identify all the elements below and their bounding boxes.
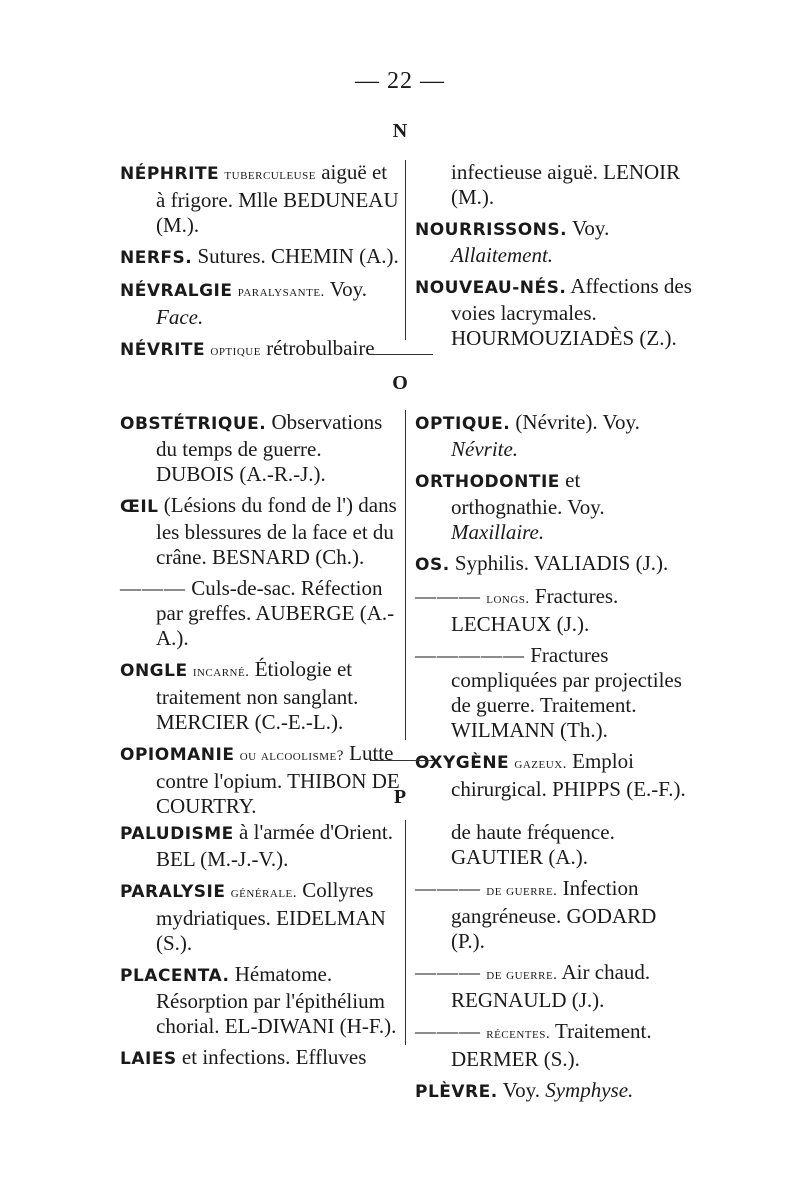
entry-crossref: Maxillaire. xyxy=(451,520,545,544)
entry-heading: ONGLE xyxy=(120,661,188,681)
entry-heading: PLÈVRE. xyxy=(415,1082,498,1102)
index-entry xyxy=(415,160,695,210)
entry-text: Collyres mydriatiques. EIDELMAN (S.). xyxy=(156,878,386,955)
entry-text: Voy. xyxy=(571,216,610,240)
section-p-right-column xyxy=(415,820,695,1102)
entry-subheading: générale. xyxy=(230,885,298,901)
index-entry xyxy=(415,876,695,954)
entry-dash: ——— xyxy=(415,584,481,608)
section-separator-rule xyxy=(370,354,433,355)
page-number: — 22 — xyxy=(355,68,445,94)
entry-heading: PALUDISME xyxy=(120,824,234,844)
index-entry xyxy=(415,1078,695,1105)
entry-text: Étiologie et traitement non sanglant. MERCIER (C.-E.-L.). xyxy=(156,657,359,734)
entry-subheading: tuberculeuse xyxy=(224,167,316,183)
entry-text: Traitement. DERMER (S.). xyxy=(451,1019,652,1071)
entry-text: à l'armée d'Orient. BEL (M.-J.-V.). xyxy=(156,820,393,871)
column-divider xyxy=(405,820,406,1045)
entry-crossref: Face. xyxy=(156,305,204,329)
index-entry xyxy=(120,576,400,651)
entry-text: Voy. xyxy=(502,1078,540,1102)
index-entry xyxy=(120,493,400,570)
entry-heading: OPTIQUE. xyxy=(415,414,511,434)
entry-heading: OS. xyxy=(415,555,450,575)
section-p xyxy=(120,820,700,1102)
entry-text: et orthognathie. Voy. xyxy=(451,468,605,519)
index-entry xyxy=(120,160,400,238)
entry-crossref: Allaitement. xyxy=(451,243,554,267)
entry-crossref: Symphyse. xyxy=(545,1078,634,1102)
index-entry xyxy=(415,960,695,1013)
entry-text: Emploi chirurgical. PHIPPS (E.-F.). xyxy=(451,749,686,801)
index-entry xyxy=(120,336,400,364)
column-divider xyxy=(405,410,406,740)
entry-heading: LAIES xyxy=(120,1049,177,1069)
section-letter-p: P xyxy=(393,786,407,808)
entry-text: et infections. Effluves xyxy=(181,1045,367,1069)
index-entry xyxy=(120,657,400,735)
entry-heading: OXYGÈNE xyxy=(415,753,510,773)
section-o xyxy=(120,410,700,818)
entry-subheading: ou alcoolisme? xyxy=(239,748,344,764)
entry-text: (Névrite). Voy. xyxy=(515,410,640,434)
entry-heading: OPIOMANIE xyxy=(120,745,235,765)
index-entry xyxy=(120,878,400,956)
entry-dash: ——— xyxy=(415,876,481,900)
index-entry xyxy=(415,274,695,351)
entry-heading: ŒIL xyxy=(120,497,159,517)
index-entry xyxy=(120,244,400,271)
entry-text: Culs-de-sac. Réfection par greffes. AUBERGE (A.-A.). xyxy=(156,576,395,650)
index-entry xyxy=(415,216,695,268)
index-entry xyxy=(415,410,695,462)
index-entry xyxy=(120,277,400,330)
entry-heading: NERFS. xyxy=(120,248,193,268)
entry-heading: PLACENTA. xyxy=(120,966,230,986)
entry-heading: ORTHODONTIE xyxy=(415,472,560,492)
entry-dash: ——— xyxy=(120,576,186,600)
entry-text: Syphilis. VALIADIS (J.). xyxy=(454,551,669,575)
index-entry xyxy=(120,410,400,487)
section-p-left-column xyxy=(120,820,400,1069)
section-n-left-column xyxy=(120,160,400,360)
entry-text: aiguë et à frigore. Mlle BEDUNEAU (M.). xyxy=(156,160,399,237)
entry-text: Observations du temps de guerre. DUBOIS (A.-R.-J.). xyxy=(156,410,383,486)
section-o-left-column xyxy=(120,410,400,818)
entry-text: Air chaud. REGNAULD (J.). xyxy=(451,960,651,1012)
entry-heading: NOUVEAU-NÉS. xyxy=(415,278,567,298)
section-o-right-column xyxy=(415,410,695,801)
section-letter-n: N xyxy=(392,120,408,142)
entry-subheading: récentes. xyxy=(486,1026,551,1042)
entry-text: (Lésions du fond de l') dans les blessures de la face et du crâne. BESNARD (Ch.). xyxy=(156,493,397,569)
index-entry xyxy=(415,468,695,545)
column-divider xyxy=(405,160,406,340)
entry-dash: ——— xyxy=(415,1019,481,1043)
entry-text: Fractures compliquées par projectiles de guerre. Traitement. WILMANN (Th.). xyxy=(451,643,682,742)
entry-subheading: de guerre. xyxy=(486,967,558,983)
index-entry xyxy=(415,551,695,578)
index-entry xyxy=(120,1045,400,1072)
index-entry xyxy=(415,643,695,743)
entry-crossref: Névrite. xyxy=(451,437,519,461)
section-separator-rule xyxy=(370,760,433,761)
entry-text: Voy. xyxy=(329,277,368,301)
entry-continuation: de haute fréquence. GAUTIER (A.). xyxy=(451,820,615,869)
index-entry xyxy=(415,820,695,870)
entry-text: Infection gangréneuse. GODARD (P.). xyxy=(451,876,657,953)
section-n-right-column xyxy=(415,160,695,350)
entry-subheading: incarné. xyxy=(192,664,250,680)
entry-text: rétrobulbaire xyxy=(266,336,375,360)
entry-subheading: longs. xyxy=(486,591,530,607)
index-entry xyxy=(120,820,400,872)
entry-subheading: optique xyxy=(210,343,261,359)
entry-heading: NOURRISSONS. xyxy=(415,220,568,240)
entry-dash: ————— xyxy=(415,643,525,667)
entry-subheading: gazeux. xyxy=(514,756,567,772)
entry-heading: NÉVRALGIE xyxy=(120,281,233,301)
entry-subheading: de guerre. xyxy=(486,883,558,899)
entry-text: Affections des voies lacrymales. HOURMOUZIADÈS (Z.). xyxy=(451,274,692,350)
entry-text: Fractures. LECHAUX (J.). xyxy=(451,584,619,636)
entry-text: Sutures. CHEMIN (A.). xyxy=(197,244,399,268)
entry-heading: NÉPHRITE xyxy=(120,164,220,184)
entry-text: Lutte contre l'opium. THIBON DE COURTRY. xyxy=(156,741,400,818)
index-entry xyxy=(120,962,400,1039)
section-letter-o: O xyxy=(392,372,408,394)
entry-subheading: paralysante. xyxy=(237,284,325,300)
index-entry xyxy=(415,1019,695,1072)
entry-heading: NÉVRITE xyxy=(120,340,206,360)
entry-dash: ——— xyxy=(415,960,481,984)
entry-text: Hématome. Résorption par l'épithélium chorial. EL-DIWANI (H-F.). xyxy=(156,962,397,1038)
section-n xyxy=(120,160,700,360)
entry-heading: PARALYSIE xyxy=(120,882,226,902)
entry-continuation: infectieuse aiguë. LENOIR (M.). xyxy=(451,160,681,209)
entry-heading: OBSTÉTRIQUE. xyxy=(120,414,267,434)
index-entry xyxy=(415,584,695,637)
